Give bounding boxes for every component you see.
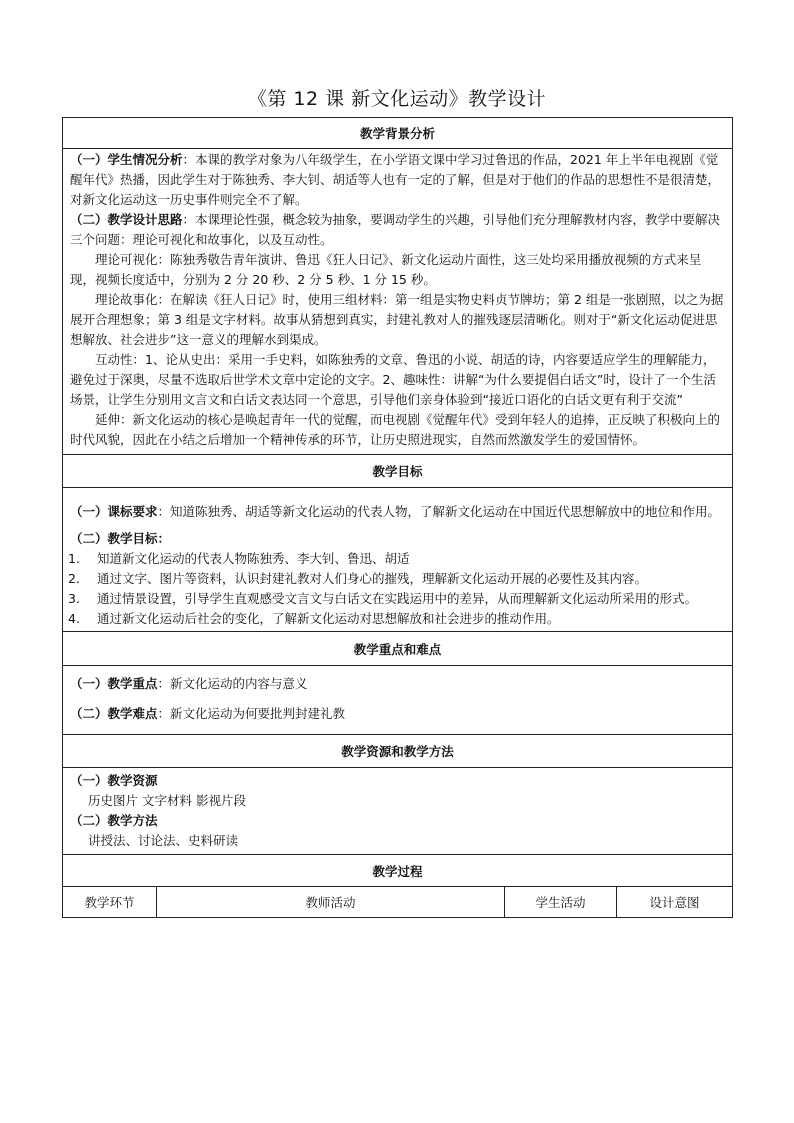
section-header-resources: 教学资源和教学方法 bbox=[63, 735, 733, 768]
key-points-content bbox=[63, 666, 733, 735]
student-analysis-text: ：本课的教学对象为八年级学生，在小学语文课中学习过鲁迅的作品，2021 年上半年电视剧《觉醒年代》热播，因此学生对于陈独秀、李大钊、胡适等人也有一定的了解，但是对于他们的作品的思想性不是很清楚，对新文化运动这一历史事件则完全不了解。 bbox=[70, 152, 721, 207]
student-analysis-paragraph bbox=[70, 150, 725, 210]
difficulty-text: ：新文化运动为何要批判封建礼教 bbox=[157, 706, 346, 721]
curriculum-requirement-label: （一）课标要求 bbox=[70, 504, 158, 519]
goal-item: 4. 通过新文化运动后社会的变化，了解新文化运动对思想解放和社会进步的推动作用。 bbox=[68, 611, 560, 626]
column-header-student-activity: 学生活动 bbox=[505, 887, 617, 918]
resources-label: （一）教学资源 bbox=[70, 773, 158, 788]
column-header-teacher-activity: 教师活动 bbox=[157, 887, 505, 918]
goal-item: 2. 通过文字、图片等资料，认识封建礼教对人们身心的摧残，理解新文化运动开展的必要性及其内容。 bbox=[68, 571, 648, 586]
curriculum-requirement-paragraph bbox=[70, 496, 725, 527]
column-header-stage: 教学环节 bbox=[63, 887, 157, 918]
background-content bbox=[63, 149, 733, 455]
lesson-plan-table bbox=[62, 117, 733, 918]
teaching-goals-label: （二）教学目标： bbox=[70, 531, 171, 546]
methods-label: （二）教学方法 bbox=[70, 813, 158, 828]
section-header-process: 教学过程 bbox=[63, 855, 733, 887]
key-point-text: ：新文化运动的内容与意义 bbox=[157, 676, 308, 691]
section-header-key-points: 教学重点和难点 bbox=[63, 632, 733, 666]
design-idea-paragraph bbox=[70, 210, 725, 250]
resources-text: 历史图片 文字材料 影视片段 bbox=[88, 793, 246, 808]
column-header-design-intent: 设计意图 bbox=[617, 887, 733, 918]
section-header-background: 教学背景分析 bbox=[63, 118, 733, 149]
goal-item: 3. 通过情景设置，引导学生直观感受文言文与白话文在实践运用中的差异，从而理解新文化运动所采用的形式。 bbox=[68, 591, 698, 606]
difficulty-label: （二）教学难点 bbox=[70, 706, 158, 721]
visualization-paragraph: 理论可视化：陈独秀敬告青年演讲、鲁迅《狂人日记》、新文化运动片面性，这三处均采用播放视频的方式来呈现，视频长度适中，分别为 2 分 20 秒、2 分 5 秒、1 分 15 秒。 bbox=[70, 252, 702, 287]
interactivity-paragraph: 互动性：1、论从史出：采用一手史料，如陈独秀的文章、鲁迅的小说、胡适的诗，内容要适应学生的理解能力，避免过于深奥，尽量不选取后世学术文章中定论的文字。2、趣味性：讲解“为什么要提倡白话文”时，设计了一个生活场景，让学生分别用文言文和白话文表达同一个意思，引导他们亲身体验到“接近口语化的白话文更有利于交流” bbox=[70, 352, 716, 407]
section-header-goals: 教学目标 bbox=[63, 455, 733, 488]
goal-item: 1. 知道新文化运动的代表人物陈独秀、李大钊、鲁迅、胡适 bbox=[68, 551, 410, 566]
methods-text: 讲授法、讨论法、史料研读 bbox=[88, 833, 239, 848]
design-idea-label: （二）教学设计思路 bbox=[70, 212, 183, 227]
key-point-label: （一）教学重点 bbox=[70, 676, 158, 691]
difficulty-paragraph bbox=[70, 699, 725, 729]
key-point-paragraph bbox=[70, 669, 725, 699]
student-analysis-label: （一）学生情况分析 bbox=[70, 152, 183, 167]
resources-content bbox=[63, 768, 733, 855]
storytelling-paragraph: 理论故事化：在解读《狂人日记》时，使用三组材料：第一组是实物史料贞节牌坊；第 2 组是一张剧照，以之为据展开合理想象；第 3 组是文字材料。故事从猜想到真实，封建礼教对人的摧残逐层清晰化。则对于“新文化运动促进思想解放、社会进步”这一意义的理解水到渠成。 bbox=[70, 292, 724, 347]
curriculum-requirement-text: ：知道陈独秀、胡适等新文化运动的代表人物，了解新文化运动在中国近代思想解放中的地位和作用。 bbox=[157, 504, 721, 519]
design-idea-text: ：本课理论性强，概念较为抽象，要调动学生的兴趣，引导他们充分理解教材内容，教学中要解决三个问题：理论可视化和故事化，以及互动性。 bbox=[70, 212, 721, 247]
extension-paragraph: 延伸：新文化运动的核心是唤起青年一代的觉醒，而电视剧《觉醒年代》受到年轻人的追捧，正反映了积极向上的时代风貌，因此在小结之后增加一个精神传承的环节，让历史照进现实，自然而然激发学生的爱国情怀。 bbox=[70, 412, 721, 447]
goals-content bbox=[63, 488, 733, 632]
document-title: 《第 12 课 新文化运动》教学设计 bbox=[247, 88, 547, 110]
